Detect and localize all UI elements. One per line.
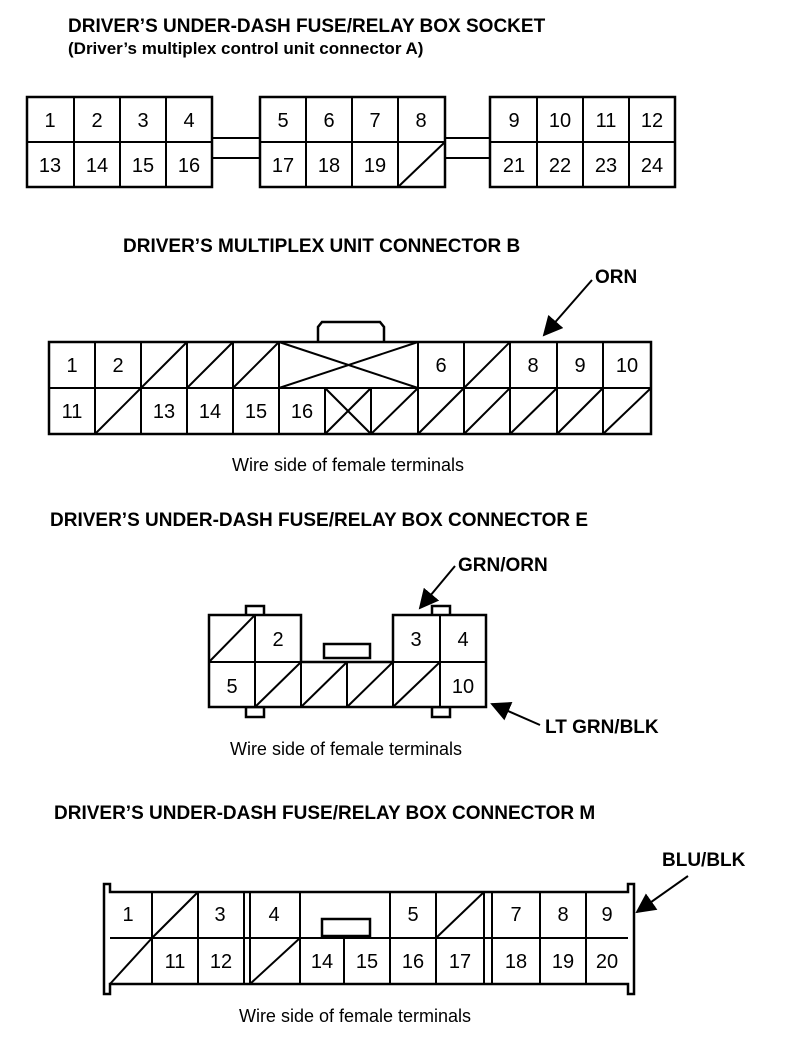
pin-e-5: 5 — [226, 676, 238, 698]
pin-a-19: 19 — [363, 155, 387, 177]
pin-a-6: 6 — [323, 110, 335, 132]
connector-e-caption: Wire side of female terminals — [229, 739, 463, 759]
pin-a-18: 18 — [317, 155, 341, 177]
pin-b-6: 6 — [435, 355, 447, 377]
connector-b-wire-label: ORN — [595, 267, 638, 288]
pin-a-16: 16 — [177, 155, 201, 177]
connector-b-caption: Wire side of female terminals — [231, 455, 465, 475]
connector-a-subtitle: (Driver’s multiplex control unit connector A) — [68, 39, 424, 58]
connector-e-wire-label-top: GRN/ORN — [458, 555, 548, 576]
pin-a-11: 11 — [595, 110, 617, 132]
pin-b-10: 10 — [615, 355, 639, 377]
pin-m-1: 1 — [122, 904, 134, 926]
connector-a — [27, 97, 675, 187]
pin-e-10: 10 — [451, 676, 475, 698]
pin-b-16: 16 — [290, 401, 314, 423]
pin-m-16: 16 — [401, 951, 425, 973]
pin-m-17: 17 — [448, 951, 472, 973]
connector-e-wire-label-bottom: LT GRN/BLK — [545, 717, 659, 738]
pin-b-13: 13 — [152, 401, 176, 423]
pin-m-4: 4 — [268, 904, 280, 926]
pin-m-8: 8 — [557, 904, 569, 926]
pin-b-9: 9 — [574, 355, 586, 377]
pin-m-5: 5 — [407, 904, 419, 926]
pin-b-14: 14 — [198, 401, 222, 423]
pin-m-11: 11 — [164, 951, 186, 973]
pin-m-14: 14 — [310, 951, 334, 973]
pin-m-18: 18 — [504, 951, 528, 973]
pin-a-7: 7 — [369, 110, 381, 132]
pin-m-9: 9 — [601, 904, 613, 926]
pin-a-24: 24 — [640, 155, 664, 177]
pin-a-12: 12 — [640, 110, 664, 132]
connector-m — [104, 884, 634, 994]
pin-e-2: 2 — [272, 629, 284, 651]
connector-b-arrow — [544, 280, 592, 335]
pin-a-1: 1 — [44, 110, 56, 132]
connector-e-arrow-top — [420, 566, 455, 608]
connector-e — [209, 606, 486, 717]
connector-m-title: DRIVER’S UNDER-DASH FUSE/RELAY BOX CONNECTOR M — [54, 803, 596, 824]
pin-a-8: 8 — [415, 110, 427, 132]
pin-a-5: 5 — [277, 110, 289, 132]
connector-a-title: DRIVER’S UNDER-DASH FUSE/RELAY BOX SOCKET — [68, 16, 546, 37]
connector-e-title: DRIVER’S UNDER-DASH FUSE/RELAY BOX CONNECTOR E — [50, 510, 589, 531]
connector-m-arrow — [637, 876, 688, 912]
pin-a-22: 22 — [548, 155, 572, 177]
pin-a-17: 17 — [271, 155, 295, 177]
pin-e-3: 3 — [410, 629, 422, 651]
connector-b-title: DRIVER’S MULTIPLEX UNIT CONNECTOR B — [123, 236, 521, 257]
connector-e-arrow-bottom — [492, 704, 540, 725]
pin-e-4: 4 — [457, 629, 469, 651]
pin-m-19: 19 — [551, 951, 575, 973]
pin-m-12: 12 — [209, 951, 233, 973]
pin-b-11: 11 — [61, 401, 83, 423]
pin-a-21: 21 — [502, 155, 526, 177]
pin-a-4: 4 — [183, 110, 195, 132]
connector-b — [49, 322, 651, 434]
pin-a-3: 3 — [137, 110, 149, 132]
pin-b-15: 15 — [244, 401, 268, 423]
pin-a-23: 23 — [594, 155, 618, 177]
pin-m-20: 20 — [595, 951, 619, 973]
pin-a-15: 15 — [131, 155, 155, 177]
pin-a-13: 13 — [38, 155, 62, 177]
pin-b-8: 8 — [527, 355, 539, 377]
pin-b-2: 2 — [112, 355, 124, 377]
pin-m-3: 3 — [214, 904, 226, 926]
pin-a-14: 14 — [85, 155, 109, 177]
pin-a-10: 10 — [548, 110, 572, 132]
pin-m-7: 7 — [510, 904, 522, 926]
pin-a-2: 2 — [91, 110, 103, 132]
connector-m-wire-label: BLU/BLK — [662, 850, 746, 871]
pin-m-15: 15 — [355, 951, 379, 973]
pin-a-9: 9 — [508, 110, 520, 132]
pin-b-1: 1 — [66, 355, 78, 377]
connector-m-caption: Wire side of female terminals — [238, 1006, 472, 1026]
